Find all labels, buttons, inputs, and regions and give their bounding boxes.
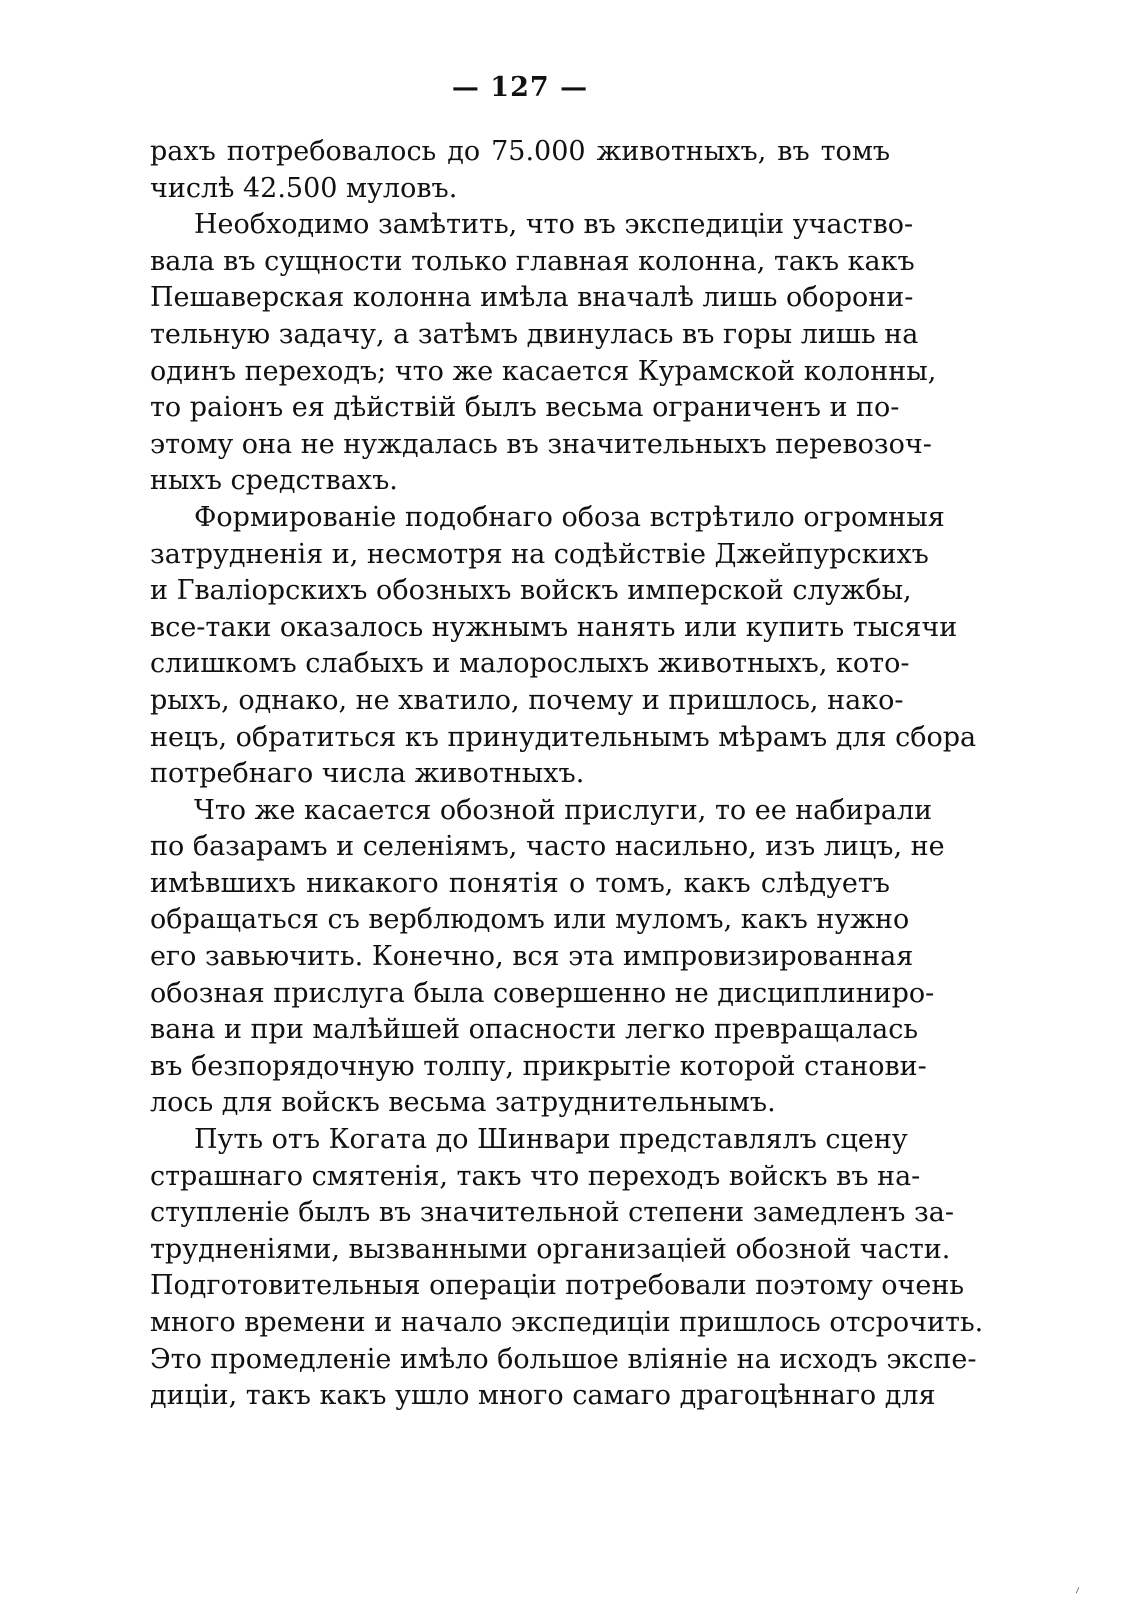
text-line: Пешаверская колонна имѣла вначалѣ лишь оборони-	[150, 282, 914, 314]
text-line: много времени и начало экспедиціи пришлось отсрочить.	[150, 1307, 984, 1338]
text-line: обращаться съ верблюдомъ или муломъ, какъ нужно	[150, 904, 910, 936]
text-line: затрудненія и, несмотря на содѣйствіе Джейпурскихъ	[150, 538, 929, 570]
text-line: рыхъ, однако, не хватило, почему и пришлось, нако-	[150, 684, 904, 716]
text-line: то раіонъ ея дѣйствій былъ весьма ограниченъ и по-	[150, 392, 900, 424]
paragraph-5	[150, 1122, 984, 1415]
text-line: Путь отъ Когата до Шинвари представлялъ сцену	[194, 1124, 908, 1156]
page-number: — 127 —	[451, 72, 589, 103]
text-line: Формированіе подобнаго обоза встрѣтило огромныя	[194, 501, 945, 533]
paragraph-2	[150, 207, 937, 500]
text-line: Необходимо замѣтить, что въ экспедиціи участво-	[194, 209, 914, 241]
text-line: имѣвшихъ никакого понятія о томъ, какъ слѣдуетъ	[150, 867, 890, 899]
paragraph-1	[150, 134, 890, 207]
body-text	[150, 134, 984, 1415]
text-line: его завьючить. Конечно, вся эта импровизированная	[150, 941, 914, 973]
text-line: нецъ, обратиться къ принудительнымъ мѣрамъ для сбора	[150, 721, 977, 753]
text-line: въ безпорядочную толпу, прикрытіе которой станови-	[150, 1050, 927, 1082]
text-line: обозная прислуга была совершенно не дисциплиниро-	[150, 977, 935, 1009]
text-line: ступленіе былъ въ значительной степени замедленъ за-	[150, 1197, 954, 1229]
paragraph-4	[150, 793, 945, 1122]
text-line: трудненіями, вызванными организаціей обозной части.	[150, 1233, 951, 1265]
text-line: все-таки оказалось нужнымъ нанять или купить тысячи	[150, 611, 958, 643]
text-line: лось для войскъ весьма затруднительнымъ.	[150, 1087, 776, 1119]
paragraph-3	[150, 500, 977, 793]
text-line: Подготовительныя операціи потребовали поэтому очень	[150, 1270, 965, 1302]
text-line: слишкомъ слабыхъ и малорослыхъ животныхъ, кото-	[150, 648, 910, 680]
text-line: диціи, такъ какъ ушло много самаго драгоцѣннаго для	[150, 1380, 936, 1412]
text-line: этому она не нуждалась въ значительныхъ перевозоч-	[150, 428, 932, 460]
text-line: одинъ переходъ; что же касается Курамской колонны,	[150, 355, 937, 387]
text-line: вана и при малѣйшей опасности легко превращалась	[150, 1014, 919, 1046]
text-line: страшнаго смятенія, такъ что переходъ войскъ въ на-	[150, 1160, 921, 1192]
text-line: тельную задачу, а затѣмъ двинулась въ горы лишь на	[150, 318, 919, 350]
margin-pencil-mark: ⸝	[1070, 1579, 1083, 1597]
text-line: Что же касается обозной прислуги, то ее набирали	[194, 794, 933, 826]
text-line: по базарамъ и селеніямъ, часто насильно, изъ лицъ, не	[150, 831, 945, 863]
text-line: вала въ сущности только главная колонна, такъ какъ	[150, 245, 915, 277]
text-line: Это промедленіе имѣло большое вліяніе на исходъ экспе-	[150, 1343, 977, 1375]
text-line: ныхъ средствахъ.	[150, 465, 398, 497]
text-line: потребнаго числа животныхъ.	[150, 758, 585, 790]
text-line: и Гваліорскихъ обозныхъ войскъ имперской службы,	[150, 575, 912, 607]
text-line: числѣ 42.500 муловъ.	[150, 172, 458, 204]
text-line: рахъ потребовалось до 75.000 животныхъ, въ томъ	[150, 136, 890, 167]
